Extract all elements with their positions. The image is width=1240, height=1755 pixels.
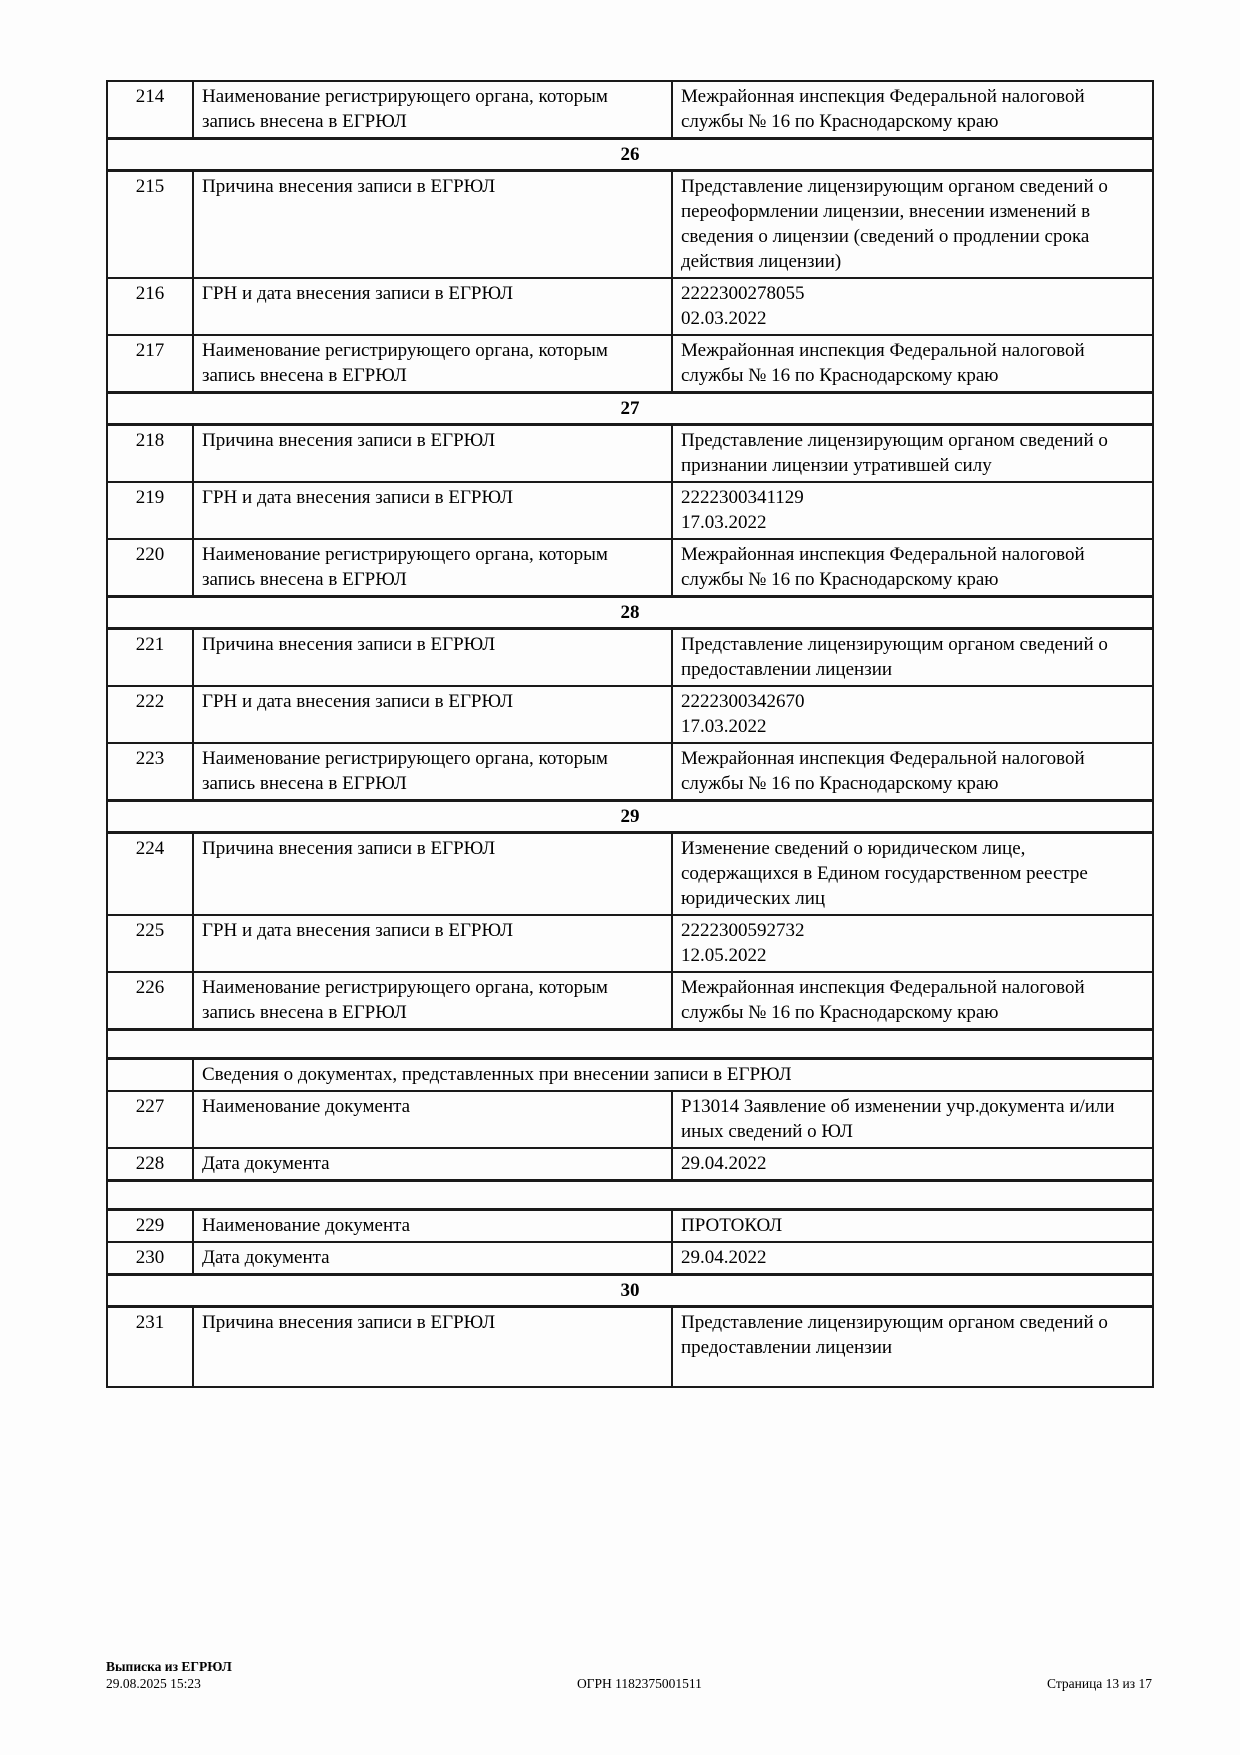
table-row bbox=[107, 1148, 1153, 1181]
row-number: 219 bbox=[107, 482, 193, 539]
docs-header-row bbox=[107, 1059, 1153, 1092]
row-label: Наименование документа bbox=[193, 1091, 672, 1148]
section-number: 26 bbox=[107, 139, 1153, 171]
value-line: Р13014 Заявление об изменении учр.документа и/или иных сведений о ЮЛ bbox=[681, 1096, 1115, 1142]
row-value bbox=[672, 335, 1153, 393]
value-line: Представление лицензирующим органом сведений о признании лицензии утратившей силу bbox=[681, 430, 1108, 476]
row-value bbox=[672, 833, 1153, 916]
row-value bbox=[672, 278, 1153, 335]
value-line: Межрайонная инспекция Федеральной налоговой службы № 16 по Краснодарскому краю bbox=[681, 340, 1085, 386]
row-value bbox=[672, 81, 1153, 139]
value-line: Межрайонная инспекция Федеральной налоговой службы № 16 по Краснодарскому краю bbox=[681, 748, 1085, 794]
value-line: 12.05.2022 bbox=[681, 945, 767, 966]
row-value bbox=[672, 743, 1153, 801]
footer-datetime: 29.08.2025 15:23 bbox=[106, 1676, 201, 1691]
row-number: 224 bbox=[107, 833, 193, 916]
table-row bbox=[107, 335, 1153, 393]
table-row bbox=[107, 539, 1153, 597]
value-line: Представление лицензирующим органом сведений о предоставлении лицензии bbox=[681, 1312, 1108, 1358]
row-number: 223 bbox=[107, 743, 193, 801]
value-line: 2222300278055 bbox=[681, 283, 805, 304]
row-value bbox=[672, 1091, 1153, 1148]
spacer-cell bbox=[107, 1030, 1153, 1059]
value-line: Представление лицензирующим органом сведений о переоформлении лицензии, внесении изменений в сведения о лицензии (сведений о продлении срока действия лицензии) bbox=[681, 176, 1108, 272]
row-number: 218 bbox=[107, 425, 193, 483]
table-row bbox=[107, 686, 1153, 743]
row-number: 228 bbox=[107, 1148, 193, 1181]
section-row bbox=[107, 139, 1153, 171]
row-value bbox=[672, 972, 1153, 1030]
section-number: 28 bbox=[107, 597, 1153, 629]
row-value bbox=[672, 915, 1153, 972]
row-number: 220 bbox=[107, 539, 193, 597]
spacer-row bbox=[107, 1181, 1153, 1210]
row-label: Наименование документа bbox=[193, 1210, 672, 1243]
section-row bbox=[107, 597, 1153, 629]
spacer-row bbox=[107, 1030, 1153, 1059]
row-value bbox=[672, 1210, 1153, 1243]
table-row bbox=[107, 1091, 1153, 1148]
table-row bbox=[107, 1210, 1153, 1243]
row-number: 215 bbox=[107, 171, 193, 279]
row-label: Дата документа bbox=[193, 1148, 672, 1181]
value-line: 29.04.2022 bbox=[681, 1153, 767, 1174]
row-label: Причина внесения записи в ЕГРЮЛ bbox=[193, 171, 672, 279]
row-number: 217 bbox=[107, 335, 193, 393]
row-value bbox=[672, 539, 1153, 597]
row-number: 230 bbox=[107, 1242, 193, 1275]
table-row bbox=[107, 482, 1153, 539]
row-label: ГРН и дата внесения записи в ЕГРЮЛ bbox=[193, 686, 672, 743]
table-row bbox=[107, 1307, 1153, 1388]
row-value bbox=[672, 482, 1153, 539]
row-label: ГРН и дата внесения записи в ЕГРЮЛ bbox=[193, 278, 672, 335]
footer-doc-type: Выписка из ЕГРЮЛ bbox=[106, 1659, 232, 1674]
footer-page-number: Страница 13 из 17 bbox=[1047, 1676, 1152, 1691]
row-number-empty bbox=[107, 1059, 193, 1092]
table-row bbox=[107, 972, 1153, 1030]
row-label: Причина внесения записи в ЕГРЮЛ bbox=[193, 833, 672, 916]
row-number: 227 bbox=[107, 1091, 193, 1148]
table-row bbox=[107, 1242, 1153, 1275]
value-line: 17.03.2022 bbox=[681, 512, 767, 533]
value-line: Межрайонная инспекция Федеральной налоговой службы № 16 по Краснодарскому краю bbox=[681, 86, 1085, 132]
value-line: 2222300342670 bbox=[681, 691, 805, 712]
table-row bbox=[107, 833, 1153, 916]
section-number: 30 bbox=[107, 1275, 1153, 1307]
row-value bbox=[672, 425, 1153, 483]
table-row bbox=[107, 171, 1153, 279]
value-line: Изменение сведений о юридическом лице, содержащихся в Едином государственном реестре юридических лиц bbox=[681, 838, 1088, 909]
egrul-records-table bbox=[106, 80, 1154, 1388]
spacer-cell bbox=[107, 1181, 1153, 1210]
row-label: Наименование регистрирующего органа, которым запись внесена в ЕГРЮЛ bbox=[193, 335, 672, 393]
value-line: 29.04.2022 bbox=[681, 1247, 767, 1268]
table-row bbox=[107, 915, 1153, 972]
table-row bbox=[107, 629, 1153, 687]
row-value bbox=[672, 686, 1153, 743]
row-label: Причина внесения записи в ЕГРЮЛ bbox=[193, 425, 672, 483]
value-line: 17.03.2022 bbox=[681, 716, 767, 737]
row-number: 222 bbox=[107, 686, 193, 743]
row-value bbox=[672, 1242, 1153, 1275]
value-line: 2222300592732 bbox=[681, 920, 805, 941]
row-label: Дата документа bbox=[193, 1242, 672, 1275]
table-row bbox=[107, 278, 1153, 335]
section-number: 29 bbox=[107, 801, 1153, 833]
row-value bbox=[672, 171, 1153, 279]
page-footer bbox=[106, 1658, 1152, 1692]
table-row bbox=[107, 81, 1153, 139]
row-label: Наименование регистрирующего органа, которым запись внесена в ЕГРЮЛ bbox=[193, 743, 672, 801]
row-number: 214 bbox=[107, 81, 193, 139]
value-line: 02.03.2022 bbox=[681, 308, 767, 329]
value-line: ПРОТОКОЛ bbox=[681, 1215, 783, 1236]
row-label: Причина внесения записи в ЕГРЮЛ bbox=[193, 629, 672, 687]
row-label: ГРН и дата внесения записи в ЕГРЮЛ bbox=[193, 915, 672, 972]
section-row bbox=[107, 1275, 1153, 1307]
row-number: 229 bbox=[107, 1210, 193, 1243]
row-number: 216 bbox=[107, 278, 193, 335]
docs-section-title: Сведения о документах, представленных при внесении записи в ЕГРЮЛ bbox=[193, 1059, 1153, 1092]
table-row bbox=[107, 425, 1153, 483]
table-row bbox=[107, 743, 1153, 801]
row-number: 221 bbox=[107, 629, 193, 687]
section-row bbox=[107, 393, 1153, 425]
row-value bbox=[672, 629, 1153, 687]
section-number: 27 bbox=[107, 393, 1153, 425]
row-number: 225 bbox=[107, 915, 193, 972]
value-line: Межрайонная инспекция Федеральной налоговой службы № 16 по Краснодарскому краю bbox=[681, 977, 1085, 1023]
row-label: ГРН и дата внесения записи в ЕГРЮЛ bbox=[193, 482, 672, 539]
section-row bbox=[107, 801, 1153, 833]
footer-ogrn: ОГРН 1182375001511 bbox=[576, 1676, 702, 1691]
row-number: 226 bbox=[107, 972, 193, 1030]
row-number: 231 bbox=[107, 1307, 193, 1388]
value-line: 2222300341129 bbox=[681, 487, 804, 508]
row-label: Наименование регистрирующего органа, которым запись внесена в ЕГРЮЛ bbox=[193, 81, 672, 139]
value-line: Представление лицензирующим органом сведений о предоставлении лицензии bbox=[681, 634, 1108, 680]
row-label: Причина внесения записи в ЕГРЮЛ bbox=[193, 1307, 672, 1388]
footer-left-block bbox=[106, 1658, 232, 1692]
row-value bbox=[672, 1148, 1153, 1181]
row-label: Наименование регистрирующего органа, которым запись внесена в ЕГРЮЛ bbox=[193, 972, 672, 1030]
value-line: Межрайонная инспекция Федеральной налоговой службы № 16 по Краснодарскому краю bbox=[681, 544, 1085, 590]
row-value bbox=[672, 1307, 1153, 1388]
row-label: Наименование регистрирующего органа, которым запись внесена в ЕГРЮЛ bbox=[193, 539, 672, 597]
egrul-table-body bbox=[107, 81, 1153, 1387]
